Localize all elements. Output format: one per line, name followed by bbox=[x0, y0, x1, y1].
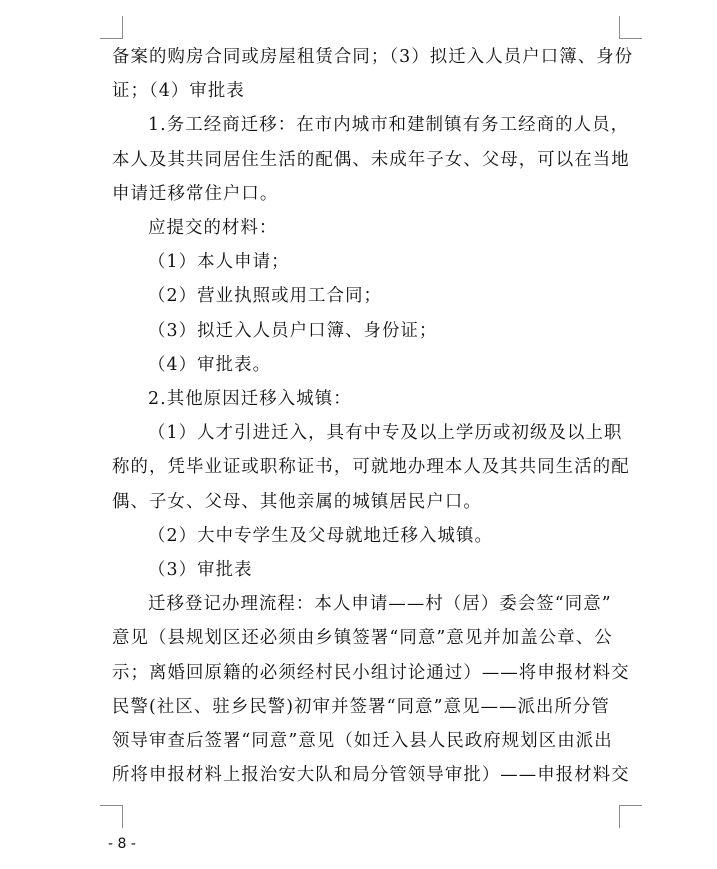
margin-crop-mark-top-right bbox=[619, 16, 642, 39]
text-line: 申请迁移常住户口。 bbox=[112, 183, 279, 204]
list-item: （1）本人申请； bbox=[148, 252, 290, 273]
list-item: （3）拟迁入人员户口簿、身份证； bbox=[148, 320, 438, 341]
text-line: 示；离婚回原籍的必须经村民小组讨论通过）——将申报材料交 bbox=[112, 662, 630, 683]
text-line: 本人及其共同居住生活的配偶、未成年子女、父母，可以在当地 bbox=[112, 149, 630, 170]
text-line: 领导审查后签署“同意”意见（如迁入县人民政府规划区由派出 bbox=[112, 731, 613, 752]
document-body bbox=[112, 40, 644, 792]
text-line: 证；（4）审批表 bbox=[112, 81, 245, 102]
text-line: 所将申报材料上报治安大队和局分管领导审批）——申报材料交 bbox=[112, 765, 630, 786]
margin-crop-mark-bottom-left bbox=[100, 805, 123, 828]
text-line: 意见（县规划区还必须由乡镇签署“同意”意见并加盖公章、公 bbox=[112, 628, 613, 649]
section-heading-other-migration: 2.其他原因迁移入城镇： bbox=[148, 389, 352, 410]
page-number: - 8 - bbox=[108, 836, 136, 852]
materials-heading: 应提交的材料： bbox=[148, 218, 278, 239]
section-heading-work-migration: 1.务工经商迁移：在市内城市和建制镇有务工经商的人员， bbox=[148, 115, 630, 136]
list-item: （2）大中专学生及父母就地迁移入城镇。 bbox=[148, 525, 493, 546]
list-item: （2）营业执照或用工合同； bbox=[148, 286, 383, 307]
list-item: （1）人才引进迁入，具有中专及以上学历或初级及以上职 bbox=[148, 423, 623, 444]
text-line: 称的，凭毕业证或职称证书，可就地办理本人及其共同生活的配 bbox=[112, 457, 630, 478]
list-item: （3）审批表 bbox=[148, 560, 253, 581]
text-line: 偶、子女、父母、其他亲属的城镇居民户口。 bbox=[112, 491, 482, 512]
list-item: （4）审批表。 bbox=[148, 354, 272, 375]
margin-crop-mark-top-left bbox=[100, 16, 123, 39]
text-line: 民警(社区、驻乡民警)初审并签署“同意”意见——派出所分管 bbox=[112, 696, 611, 717]
margin-crop-mark-bottom-right bbox=[619, 805, 642, 828]
procedure-paragraph-start: 迁移登记办理流程：本人申请——村（居）委会签“同意” bbox=[148, 594, 612, 615]
text-line: 备案的购房合同或房屋租赁合同；（3）拟迁入人员户口簿、身份 bbox=[112, 47, 634, 67]
